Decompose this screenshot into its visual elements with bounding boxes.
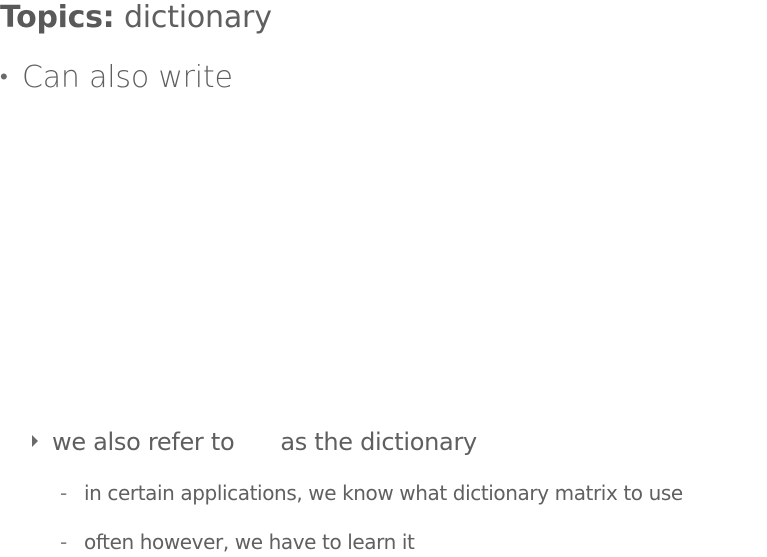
triangle-bullet-icon bbox=[32, 435, 38, 447]
sub-bullet-text: often however, we have to learn it bbox=[84, 530, 415, 554]
main-bullet bbox=[0, 58, 233, 98]
dash-marker: - bbox=[60, 481, 67, 505]
dictionary-bullet-text-after: as the dictionary bbox=[280, 428, 477, 456]
main-bullet-text: Can also write bbox=[22, 60, 233, 95]
dash-marker: - bbox=[60, 530, 67, 554]
bullet-marker: • bbox=[0, 65, 8, 90]
sub-bullet-learn-dictionary bbox=[60, 527, 414, 557]
title-topic: dictionary bbox=[123, 0, 272, 35]
equation-area bbox=[0, 100, 767, 420]
title-label: Topics: bbox=[0, 0, 115, 35]
dictionary-bullet bbox=[32, 424, 477, 460]
slide-title bbox=[0, 0, 272, 38]
dictionary-bullet-text-before: we also refer to bbox=[52, 428, 235, 456]
sub-bullet-text: in certain applications, we know what dictionary matrix to use bbox=[84, 481, 683, 505]
sub-bullet-known-dictionary bbox=[60, 478, 683, 508]
